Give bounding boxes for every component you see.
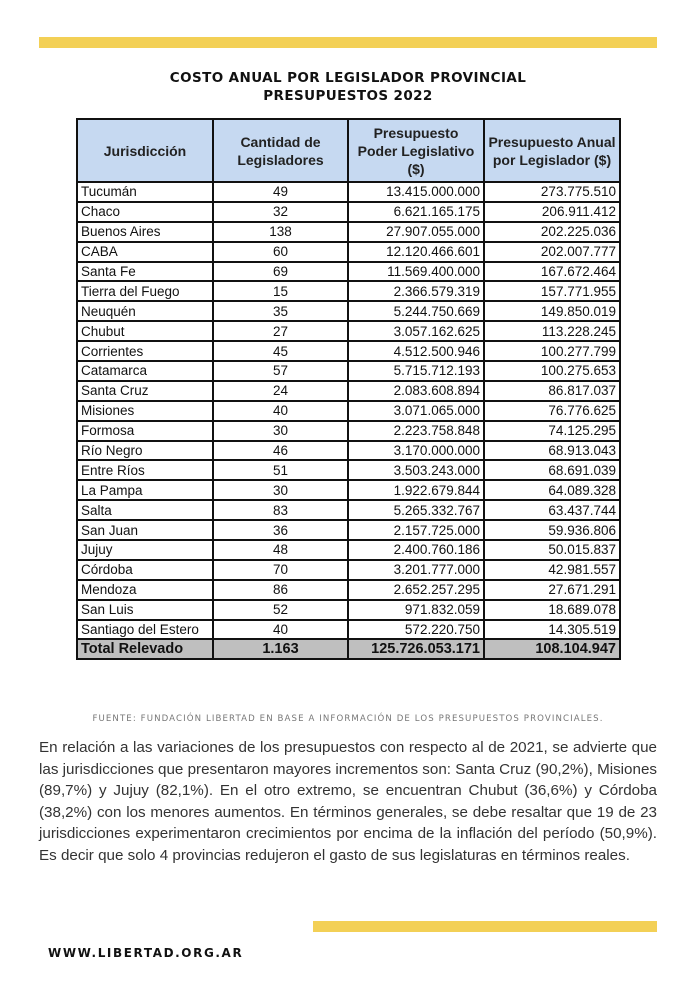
cell-jurisdiccion: Tierra del Fuego (77, 281, 213, 301)
cell-por-legislador: 157.771.955 (484, 281, 620, 301)
cell-jurisdiccion: Misiones (77, 401, 213, 421)
table-row (77, 421, 620, 441)
column-header-jurisdiccion: Jurisdicción (77, 119, 213, 182)
cell-jurisdiccion: Córdoba (77, 560, 213, 580)
cell-por-legislador: 27.671.291 (484, 580, 620, 600)
table-row (77, 321, 620, 341)
cell-presupuesto: 572.220.750 (348, 620, 484, 640)
cell-jurisdiccion: Corrientes (77, 341, 213, 361)
cell-por-legislador: 63.437.744 (484, 500, 620, 520)
bottom-accent-bar (313, 921, 657, 932)
cell-presupuesto: 12.120.466.601 (348, 242, 484, 262)
total-por-legislador: 108.104.947 (484, 639, 620, 659)
cell-presupuesto: 11.569.400.000 (348, 262, 484, 282)
cell-presupuesto: 3.503.243.000 (348, 460, 484, 480)
cell-presupuesto: 2.652.257.295 (348, 580, 484, 600)
column-header-por-legislador: Presupuesto Anual por Legislador ($) (484, 119, 620, 182)
table-row (77, 620, 620, 640)
cell-por-legislador: 76.776.625 (484, 401, 620, 421)
cell-presupuesto: 3.071.065.000 (348, 401, 484, 421)
column-header-legisladores: Cantidad de Legisladores (213, 119, 348, 182)
cell-legisladores: 57 (213, 361, 348, 381)
cell-presupuesto: 5.265.332.767 (348, 500, 484, 520)
cell-por-legislador: 100.275.653 (484, 361, 620, 381)
cell-presupuesto: 27.907.055.000 (348, 222, 484, 242)
total-legisladores: 1.163 (213, 639, 348, 659)
table-body (77, 182, 620, 659)
cell-legisladores: 46 (213, 441, 348, 461)
column-header-presupuesto: Presupuesto Poder Legislativo ($) (348, 119, 484, 182)
cell-legisladores: 35 (213, 301, 348, 321)
cell-por-legislador: 202.225.036 (484, 222, 620, 242)
top-accent-bar (39, 37, 657, 48)
cell-jurisdiccion: La Pampa (77, 480, 213, 500)
legislator-cost-table (76, 118, 621, 660)
table-row (77, 182, 620, 202)
cell-presupuesto: 5.244.750.669 (348, 301, 484, 321)
table-header-row (77, 119, 620, 182)
table-row (77, 441, 620, 461)
cell-legisladores: 49 (213, 182, 348, 202)
cell-por-legislador: 273.775.510 (484, 182, 620, 202)
table-row (77, 480, 620, 500)
analysis-paragraph: En relación a las variaciones de los presupuestos con respecto al de 2021, se advierte que las jurisdicciones que presentaron mayores incrementos son: Santa Cruz (90,2%), Misiones (89,7%) y Jujuy (82,1%). En el otro extremo, se encuentran Chubut (36,6%) y Córdoba (38,2%) con los menores aumentos. En términos generales, se debe resaltar que 19 de 23 jurisdicciones experimentaron crecimientos por encima de la inflación del período (50,9%). Es decir que solo 4 provincias redujeron el gasto de sus legislaturas en términos reales. (39, 739, 657, 864)
table-row (77, 560, 620, 580)
table-total-row (77, 639, 620, 659)
cell-legisladores: 30 (213, 421, 348, 441)
cell-presupuesto: 2.223.758.848 (348, 421, 484, 441)
table-row (77, 341, 620, 361)
cell-legisladores: 48 (213, 540, 348, 560)
table-row (77, 460, 620, 480)
cell-legisladores: 138 (213, 222, 348, 242)
cell-presupuesto: 3.170.000.000 (348, 441, 484, 461)
cell-presupuesto: 3.201.777.000 (348, 560, 484, 580)
table-row (77, 361, 620, 381)
cell-legisladores: 24 (213, 381, 348, 401)
cell-jurisdiccion: Río Negro (77, 441, 213, 461)
table-row (77, 242, 620, 262)
cell-por-legislador: 64.089.328 (484, 480, 620, 500)
cell-jurisdiccion: Santiago del Estero (77, 620, 213, 640)
cell-jurisdiccion: Salta (77, 500, 213, 520)
cell-legisladores: 70 (213, 560, 348, 580)
table-row (77, 600, 620, 620)
title-line-1: COSTO ANUAL POR LEGISLADOR PROVINCIAL (169, 70, 527, 86)
cell-jurisdiccion: Tucumán (77, 182, 213, 202)
cell-legisladores: 36 (213, 520, 348, 540)
table-row (77, 381, 620, 401)
cell-legisladores: 83 (213, 500, 348, 520)
cell-por-legislador: 202.007.777 (484, 242, 620, 262)
cell-jurisdiccion: Buenos Aires (77, 222, 213, 242)
table-row (77, 401, 620, 421)
cell-jurisdiccion: Chubut (77, 321, 213, 341)
source-note: FUENTE: FUNDACIÓN LIBERTAD EN BASE A INFORMACIÓN DE LOS PRESUPUESTOS PROVINCIALES. (92, 714, 604, 724)
total-label: Total Relevado (77, 639, 213, 659)
cell-presupuesto: 2.157.725.000 (348, 520, 484, 540)
cell-presupuesto: 6.621.165.175 (348, 202, 484, 222)
website-link[interactable]: WWW.LIBERTAD.ORG.AR (48, 946, 244, 960)
table-row (77, 500, 620, 520)
cell-jurisdiccion: CABA (77, 242, 213, 262)
cell-jurisdiccion: San Luis (77, 600, 213, 620)
table-row (77, 281, 620, 301)
cell-jurisdiccion: Catamarca (77, 361, 213, 381)
cell-por-legislador: 42.981.557 (484, 560, 620, 580)
cell-jurisdiccion: Entre Ríos (77, 460, 213, 480)
cell-jurisdiccion: Neuquén (77, 301, 213, 321)
cell-legisladores: 45 (213, 341, 348, 361)
cell-legisladores: 52 (213, 600, 348, 620)
cell-legisladores: 30 (213, 480, 348, 500)
table-row (77, 580, 620, 600)
table-row (77, 540, 620, 560)
cell-presupuesto: 2.366.579.319 (348, 281, 484, 301)
cell-legisladores: 40 (213, 620, 348, 640)
cell-presupuesto: 2.400.760.186 (348, 540, 484, 560)
cell-jurisdiccion: Jujuy (77, 540, 213, 560)
cell-jurisdiccion: Chaco (77, 202, 213, 222)
cell-presupuesto: 4.512.500.946 (348, 341, 484, 361)
cell-legisladores: 69 (213, 262, 348, 282)
cell-jurisdiccion: San Juan (77, 520, 213, 540)
cell-por-legislador: 18.689.078 (484, 600, 620, 620)
cell-presupuesto: 5.715.712.193 (348, 361, 484, 381)
cell-presupuesto: 1.922.679.844 (348, 480, 484, 500)
cell-legisladores: 60 (213, 242, 348, 262)
page-title (0, 69, 696, 105)
cell-jurisdiccion: Mendoza (77, 580, 213, 600)
title-line-2: PRESUPUESTOS 2022 (263, 88, 433, 104)
cell-por-legislador: 113.228.245 (484, 321, 620, 341)
cell-por-legislador: 206.911.412 (484, 202, 620, 222)
cell-presupuesto: 2.083.608.894 (348, 381, 484, 401)
cell-por-legislador: 100.277.799 (484, 341, 620, 361)
cell-legisladores: 51 (213, 460, 348, 480)
cell-presupuesto: 971.832.059 (348, 600, 484, 620)
cell-por-legislador: 50.015.837 (484, 540, 620, 560)
cell-por-legislador: 68.913.043 (484, 441, 620, 461)
cell-jurisdiccion: Formosa (77, 421, 213, 441)
table-row (77, 202, 620, 222)
cell-presupuesto: 13.415.000.000 (348, 182, 484, 202)
total-presupuesto: 125.726.053.171 (348, 639, 484, 659)
cell-por-legislador: 59.936.806 (484, 520, 620, 540)
cell-por-legislador: 167.672.464 (484, 262, 620, 282)
cell-por-legislador: 14.305.519 (484, 620, 620, 640)
table-row (77, 520, 620, 540)
cell-presupuesto: 3.057.162.625 (348, 321, 484, 341)
cell-legisladores: 32 (213, 202, 348, 222)
cell-jurisdiccion: Santa Cruz (77, 381, 213, 401)
table-row (77, 262, 620, 282)
cell-legisladores: 15 (213, 281, 348, 301)
table-row (77, 222, 620, 242)
cell-legisladores: 27 (213, 321, 348, 341)
cell-legisladores: 86 (213, 580, 348, 600)
table-row (77, 301, 620, 321)
cell-por-legislador: 86.817.037 (484, 381, 620, 401)
cell-por-legislador: 74.125.295 (484, 421, 620, 441)
cell-por-legislador: 149.850.019 (484, 301, 620, 321)
cell-por-legislador: 68.691.039 (484, 460, 620, 480)
cell-jurisdiccion: Santa Fe (77, 262, 213, 282)
cell-legisladores: 40 (213, 401, 348, 421)
